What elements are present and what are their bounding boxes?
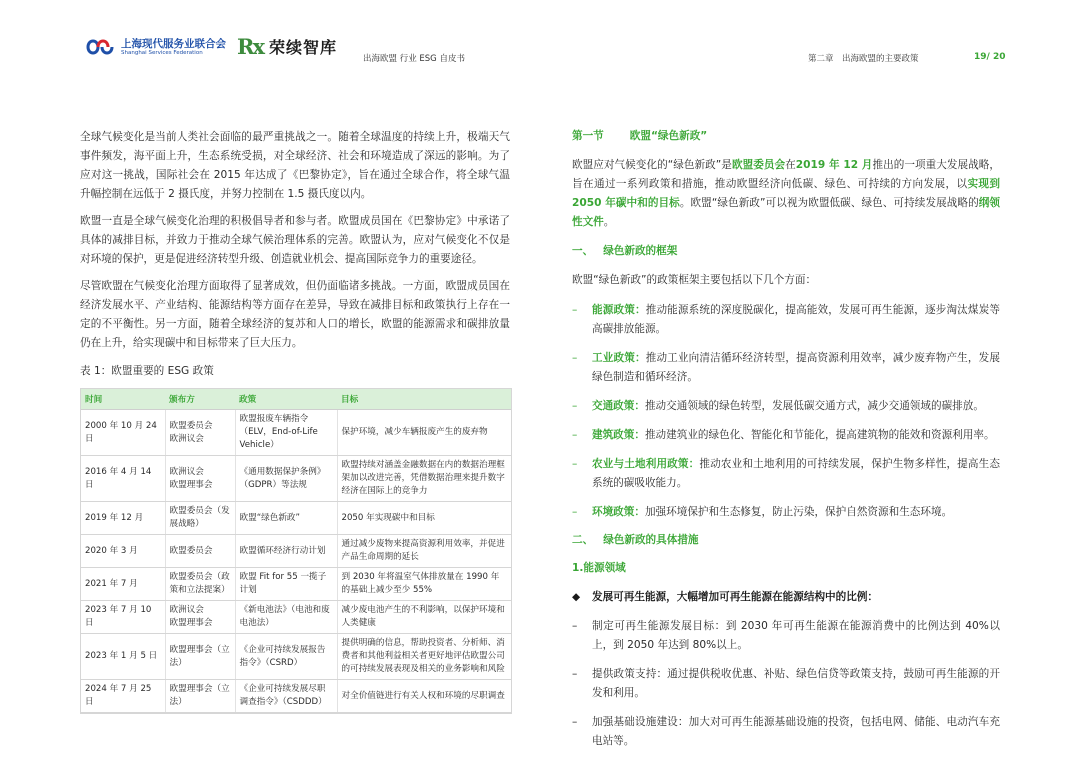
- framework-intro: 欧盟“绿色新政”的政策框架主要包括以下几个方面：: [572, 274, 817, 286]
- intro-text: 。欧盟“绿色新政”可以视为欧盟低碳、绿色、可持续发展战略的: [679, 197, 979, 209]
- table-cell: 欧盟委员会: [165, 535, 235, 568]
- left-column: [80, 128, 510, 714]
- heading-number: 一、: [572, 245, 594, 257]
- intro-text: 欧盟应对气候变化的“绿色新政”是: [572, 159, 732, 171]
- page-number: 19/ 20: [974, 52, 1006, 62]
- rongxu-logo: [237, 34, 337, 59]
- framework-list: [572, 301, 1000, 522]
- energy-item: [572, 617, 1000, 655]
- framework-item-text: [592, 349, 1000, 387]
- table-cell: 欧盟委员会（发展战略）: [165, 502, 235, 535]
- framework-item-text: [592, 426, 1000, 445]
- heading-number: 二、: [572, 534, 594, 546]
- table-title: 表 1：欧盟重要的 ESG 政策: [80, 365, 214, 377]
- table-cell: 欧洲议会 欧盟理事会: [165, 456, 235, 502]
- framework-item: [572, 455, 1000, 493]
- table-cell: 《新电池法》（电池和废电池法）: [235, 601, 337, 634]
- table-cell: 提供明确的信息，帮助投资者、分析师、消费者和其他利益相关者更好地评估欧盟公司的可持续发展表现及相关的业务影响和风险: [337, 634, 511, 680]
- framework-item-text: [592, 301, 1000, 339]
- energy-subheading: 1.能源领域: [572, 562, 626, 574]
- table-cell: 欧盟理事会（立法）: [165, 680, 235, 713]
- energy-key-point-text: 发展可再生能源，大幅增加可再生能源在能源结构中的比例：: [592, 591, 879, 603]
- ssf-logo-icon: [85, 36, 115, 58]
- framework-item: [572, 397, 1000, 416]
- table-cell: 到 2030 年将温室气体排放量在 1990 年的基础上减少至少 55%: [337, 568, 511, 601]
- dash-bullet-icon: –: [572, 458, 578, 470]
- table-body: [81, 410, 511, 713]
- ssf-name-cn: 上海现代服务业联合会: [121, 37, 226, 50]
- heading-text: 绿色新政的具体措施: [603, 534, 699, 546]
- heading-text: 绿色新政的框架: [603, 245, 678, 257]
- table-row: [81, 456, 511, 502]
- framework-item-label: 工业政策：: [592, 352, 646, 364]
- table-cell: 2019 年 12 月: [81, 502, 165, 535]
- table-cell: 欧盟持续对涵盖金融数据在内的数据治理框架加以改进完善，凭借数据治理来提升数字经济在国际上的竞争力: [337, 456, 511, 502]
- intro-text: 推出的一项重大发展战略，旨在通过一系列政策和措施，推动欧盟经济向低碳、绿色、可持续的方向发展，以: [572, 159, 1001, 190]
- dash-bullet-icon: –: [572, 352, 578, 364]
- table-cell: 2020 年 3 月: [81, 535, 165, 568]
- framework-item-text: [592, 455, 1000, 493]
- table-cell: 通过减少废物来提高资源利用效率，并促进产品生命周期的延长: [337, 535, 511, 568]
- framework-item-desc: 推动能源系统的深度脱碳化，提高能效，发展可再生能源，逐步淘汰煤炭等高碳排放能源。: [592, 304, 1000, 335]
- table-cell: 2050 年实现碳中和目标: [337, 502, 511, 535]
- framework-item-text: [592, 397, 1000, 416]
- framework-item: [572, 426, 1000, 445]
- dash-bullet-icon: –: [572, 620, 578, 632]
- framework-item: [572, 349, 1000, 387]
- framework-item-desc: 推动交通领域的绿色转型，发展低碳交通方式，减少交通领域的碳排放。: [644, 400, 984, 412]
- section-name: 欧盟“绿色新政”: [629, 130, 708, 142]
- table-cell: 欧盟“绿色新政”: [235, 502, 337, 535]
- energy-item: [572, 665, 1000, 703]
- dash-bullet-icon: –: [572, 506, 578, 518]
- table-cell: 欧盟委员会（政策和立法提案）: [165, 568, 235, 601]
- dash-bullet-icon: –: [572, 429, 578, 441]
- table-cell: 欧盟循环经济行动计划: [235, 535, 337, 568]
- framework-item-desc: 推动建筑业的绿色化、智能化和节能化，提高建筑物的能效和资源利用率。: [644, 429, 995, 441]
- intro-highlight: 2019 年 12 月: [795, 159, 873, 171]
- table-row: [81, 502, 511, 535]
- esg-policy-table: [80, 388, 512, 714]
- table-cell: 2021 年 7 月: [81, 568, 165, 601]
- framework-item-label: 建筑政策：: [592, 429, 645, 441]
- table-cell: 2024 年 7 月 25 日: [81, 680, 165, 713]
- energy-item-text: 提供政策支持：通过提供税收优惠、补贴、绿色信贷等政策支持，鼓励可再生能源的开发和利用。: [592, 668, 1000, 699]
- column-header: 颁布方: [165, 389, 235, 410]
- intro-highlight: 欧盟委员会: [731, 159, 786, 171]
- column-header: 政策: [235, 389, 337, 410]
- column-header: 目标: [337, 389, 511, 410]
- rongxu-name: 荣续智库: [268, 38, 337, 57]
- framework-item: [572, 301, 1000, 339]
- paragraph: 全球气候变化是当前人类社会面临的最严重挑战之一。随着全球温度的持续上升，极端天气事件频发，海平面上升，生态系统受损，对全球经济、社会和环境造成了深远的影响。为了应对这一挑战，国际社会在 2015 年达成了《巴黎协定》，旨在通过全球合作，将全球气温升幅控制在远低于 2 摄氏度，并努力控制在 1.5 摄氏度以内。: [80, 131, 510, 200]
- table-cell: 《企业可持续发展报告指令》（CSRD）: [235, 634, 337, 680]
- table-row: [81, 410, 511, 456]
- document-title: 出海欧盟 行业 ESG 自皮书: [363, 54, 465, 64]
- intro-highlight: 实现到 2050 年碳中和的目标: [572, 178, 1000, 209]
- table-cell: 欧盟 Fit for 55 一揽子计划: [235, 568, 337, 601]
- intro-text: 。: [603, 216, 615, 228]
- framework-heading: [572, 243, 1000, 258]
- framework-item: [572, 503, 1000, 522]
- table-cell: 对全价值链进行有关人权和环境的尽职调查: [337, 680, 511, 713]
- table-cell: 保护环境，减少车辆报废产生的废弃物: [337, 410, 511, 456]
- framework-item-desc: 推动工业向清洁循环经济转型，提高资源利用效率，减少废弃物产生，发展绿色制造和循环经济。: [592, 352, 1000, 383]
- table-cell: 2023 年 1 月 5 日: [81, 634, 165, 680]
- diamond-bullet-icon: ◆: [572, 591, 581, 603]
- section-title: [572, 128, 1000, 143]
- framework-item-label: 农业与土地利用政策：: [592, 458, 700, 470]
- column-header: 时间: [81, 389, 165, 410]
- table-cell: 欧洲议会 欧盟理事会: [165, 601, 235, 634]
- table-cell: 减少废电池产生的不利影响，以保护环境和人类健康: [337, 601, 511, 634]
- dash-bullet-icon: –: [572, 400, 578, 412]
- framework-item-text: [592, 503, 1000, 522]
- intro-paragraph: [572, 156, 1000, 232]
- table-cell: 2000 年 10 月 24 日: [81, 410, 165, 456]
- table-cell: 2023 年 7 月 10 日: [81, 601, 165, 634]
- paragraph: 尽管欧盟在气候变化治理方面取得了显著成效，但仍面临诸多挑战。一方面，欧盟成员国在经济发展水平、产业结构、能源结构等方面存在差异，导致在减排目标和政策执行上存在一定的不平衡性。另一方面，随着全球经济的复苏和人口的增长，欧盟的能源需求和碳排放量仍在上升，给实现碳中和目标带来了巨大压力。: [80, 280, 510, 349]
- table-cell: 欧盟委员会 欧洲议会: [165, 410, 235, 456]
- paragraph: 欧盟一直是全球气候变化治理的积极倡导者和参与者。欧盟成员国在《巴黎协定》中承诺了具体的减排目标，并致力于推动全球气候治理体系的完善。欧盟认为，应对气候变化不仅是对环境的保护，更是促进经济转型升级、创造就业机会、提高国际竞争力的重要途径。: [80, 215, 510, 265]
- framework-item-desc: 推动农业和土地利用的可持续发展，保护生物多样性，提高生态系统的碳吸收能力。: [592, 458, 1000, 489]
- table-cell: 《通用数据保护条例》（GDPR）等法规: [235, 456, 337, 502]
- framework-item-desc: 加强环境保护和生态修复，防止污染，保护自然资源和生态环境。: [644, 506, 953, 518]
- ssf-name-en: Shanghai Services Federation: [121, 49, 203, 56]
- energy-list: [572, 617, 1000, 751]
- table-row: [81, 601, 511, 634]
- table-cell: 《企业可持续发展尽职调查指令》（CSDDD）: [235, 680, 337, 713]
- intro-text: 在: [785, 159, 796, 171]
- table-cell: 2016 年 4 月 14 日: [81, 456, 165, 502]
- dash-bullet-icon: –: [572, 668, 578, 680]
- section-number: 第一节: [572, 130, 604, 142]
- table-row: [81, 680, 511, 713]
- ssf-logo: [85, 36, 226, 58]
- table-row: [81, 634, 511, 680]
- table-row: [81, 568, 511, 601]
- dash-bullet-icon: –: [572, 304, 578, 316]
- table-header-row: [81, 389, 511, 410]
- measures-heading: [572, 532, 1000, 547]
- right-column: [572, 128, 1000, 761]
- energy-item-text: 加强基础设施建设：加大对可再生能源基础设施的投资，包括电网、储能、电动汽车充电站等。: [592, 716, 1000, 747]
- table-cell: 欧盟理事会（立法）: [165, 634, 235, 680]
- energy-item: [572, 713, 1000, 751]
- rx-logo-mark: Rx: [237, 34, 263, 59]
- page-header: [0, 0, 1080, 80]
- intro-highlight: 纲领性文件: [572, 197, 1001, 228]
- framework-item-label: 能源政策：: [592, 304, 646, 316]
- energy-key-point: [572, 588, 1000, 607]
- energy-item-text: 制定可再生能源发展目标：到 2030 年可再生能源在能源消费中的比例达到 40%以上，到 2050 年达到 80%以上。: [592, 620, 1000, 651]
- dash-bullet-icon: –: [572, 716, 578, 728]
- chapter-title: 第二章 出海欧盟的主要政策: [808, 54, 919, 64]
- framework-item-label: 环境政策：: [592, 506, 645, 518]
- table-row: [81, 535, 511, 568]
- framework-item-label: 交通政策：: [592, 400, 645, 412]
- table-cell: 欧盟报废车辆指令（ELV，End-of-Life Vehicle）: [235, 410, 337, 456]
